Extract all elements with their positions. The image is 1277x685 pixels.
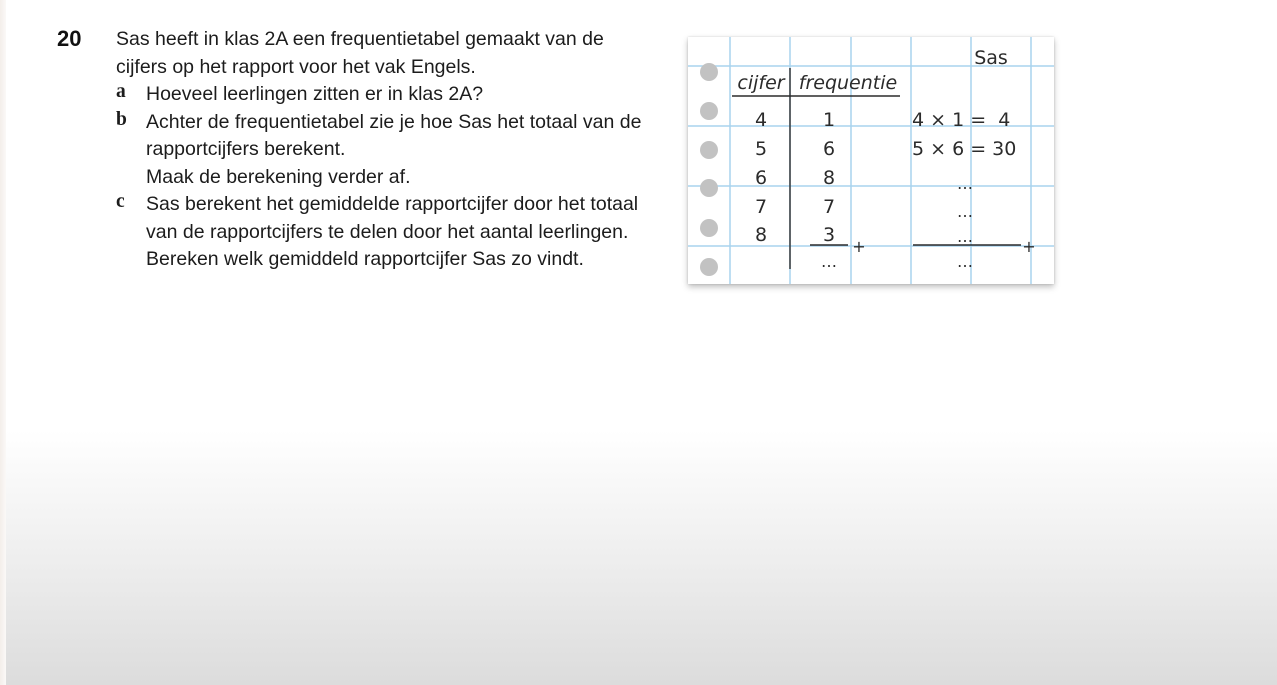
- frequency-cell: 6: [822, 138, 836, 160]
- grade-cell: 7: [754, 196, 768, 218]
- binder-holes: [700, 63, 718, 276]
- part-b-text-line-3: Maak de berekening verder af.: [146, 165, 411, 188]
- part-a-label: a: [116, 81, 126, 102]
- calc-cell: …: [957, 174, 973, 193]
- grade-cell: 4: [754, 109, 768, 131]
- header-frequency: frequentie: [798, 72, 898, 94]
- frequency-cell: 1: [822, 109, 836, 131]
- notebook-sheet: [688, 37, 1054, 284]
- part-a-text: Hoeveel leerlingen zitten er in klas 2A?: [146, 83, 484, 105]
- calc-total: …: [957, 252, 973, 271]
- part-c-text-line-3: Bereken welk gemiddeld rapportcijfer Sas zo vindt.: [146, 248, 584, 270]
- frequency-total: …: [821, 252, 837, 271]
- frequency-cell: 3: [822, 224, 836, 246]
- question-intro-line-2: cijfers op het rapport voor het vak Engels.: [116, 55, 476, 78]
- binder-hole: [700, 219, 718, 237]
- header-grade: cijfer: [737, 72, 785, 94]
- calc-cell: …: [957, 202, 973, 221]
- calc-plus-sign: +: [1022, 237, 1036, 256]
- binder-hole: [700, 179, 718, 197]
- grade-cell: 8: [754, 224, 768, 246]
- grade-cell: 6: [754, 167, 768, 189]
- part-b-text-line-2: rapportcijfers berekent.: [146, 138, 346, 160]
- binder-hole: [700, 63, 718, 81]
- calc-cell: 5 × 6 = 30: [912, 138, 1017, 160]
- page-edge: [0, 0, 6, 685]
- part-b-text-line-1: Achter de frequentietabel zie je hoe Sas het totaal van de: [146, 110, 642, 133]
- part-c-text-line-2: van de rapportcijfers te delen door het aantal leerlingen.: [146, 220, 629, 243]
- notebook-name: Sas: [974, 47, 1008, 69]
- binder-hole: [700, 258, 718, 276]
- table-lines: [732, 68, 1021, 269]
- question-intro-line-1: Sas heeft in klas 2A een frequentietabel gemaakt van de: [116, 28, 604, 50]
- binder-hole: [700, 141, 718, 159]
- calc-cell: 4 × 1 = 4: [912, 109, 1011, 131]
- frequency-cell: 8: [822, 167, 836, 189]
- notebook-drawing: [688, 37, 1054, 284]
- frequency-plus-sign: +: [852, 237, 866, 256]
- part-c-text-line-1: Sas berekent het gemiddelde rapportcijfer door het totaal: [146, 193, 639, 215]
- binder-hole: [700, 102, 718, 120]
- grade-cell: 5: [754, 138, 768, 160]
- question-number: 20: [57, 26, 82, 51]
- calc-cell: …: [957, 227, 973, 246]
- part-c-label: c: [116, 191, 125, 212]
- part-b-label: b: [116, 108, 127, 130]
- frequency-cell: 7: [822, 196, 836, 218]
